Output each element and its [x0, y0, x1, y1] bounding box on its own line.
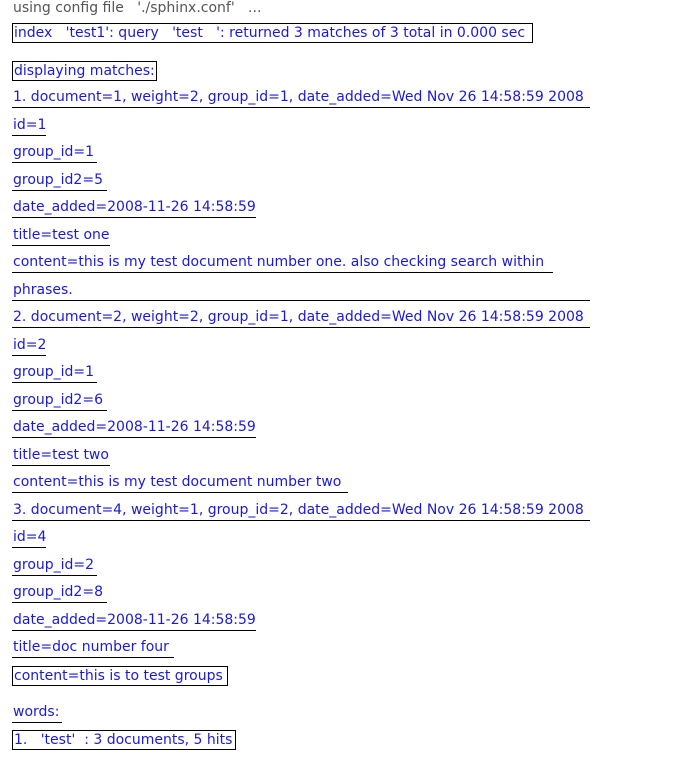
match-group-id: group_id=2	[12, 556, 97, 576]
match-group-id2: group_id2=8	[12, 583, 107, 603]
words-heading: words:	[12, 703, 62, 723]
match-date-added: date_added=2008-11-26 14:58:59	[12, 418, 256, 438]
match-group-id: group_id=1	[12, 143, 97, 163]
match-id: id=4	[12, 528, 46, 548]
match-title: title=test one	[12, 226, 110, 246]
match-summary: 1. document=1, weight=2, group_id=1, date_added=Wed Nov 26 14:58:59 2008	[12, 88, 590, 108]
match-content: content=this is my test document number one. also checking search within	[12, 253, 553, 273]
match-group-id2: group_id2=6	[12, 391, 107, 411]
match-title: title=test two	[12, 446, 110, 466]
config-header: using config file './sphinx.conf' ...	[13, 0, 262, 16]
match-group-id2: group_id2=5	[12, 171, 107, 191]
match-id: id=1	[12, 116, 46, 136]
match-title: title=doc number four	[12, 638, 174, 658]
match-content: content=this is to test groups	[12, 666, 228, 686]
search-output	[12, 0, 672, 759]
match-group-id: group_id=1	[12, 363, 97, 383]
match-summary: 2. document=2, weight=2, group_id=1, date_added=Wed Nov 26 14:58:59 2008	[12, 308, 590, 328]
matches-heading: displaying matches:	[12, 61, 157, 81]
match-summary: 3. document=4, weight=1, group_id=2, date_added=Wed Nov 26 14:58:59 2008	[12, 501, 590, 521]
match-date-added: date_added=2008-11-26 14:58:59	[12, 611, 256, 631]
match-date-added: date_added=2008-11-26 14:58:59	[12, 198, 256, 218]
match-content: content=this is my test document number two	[12, 473, 348, 493]
word-stat: 1. 'test' : 3 documents, 5 hits	[12, 730, 236, 750]
match-id: id=2	[12, 336, 46, 356]
match-content-continued: phrases.	[12, 281, 590, 301]
query-summary: index 'test1': query 'test ': returned 3 matches of 3 total in 0.000 sec	[12, 23, 533, 43]
